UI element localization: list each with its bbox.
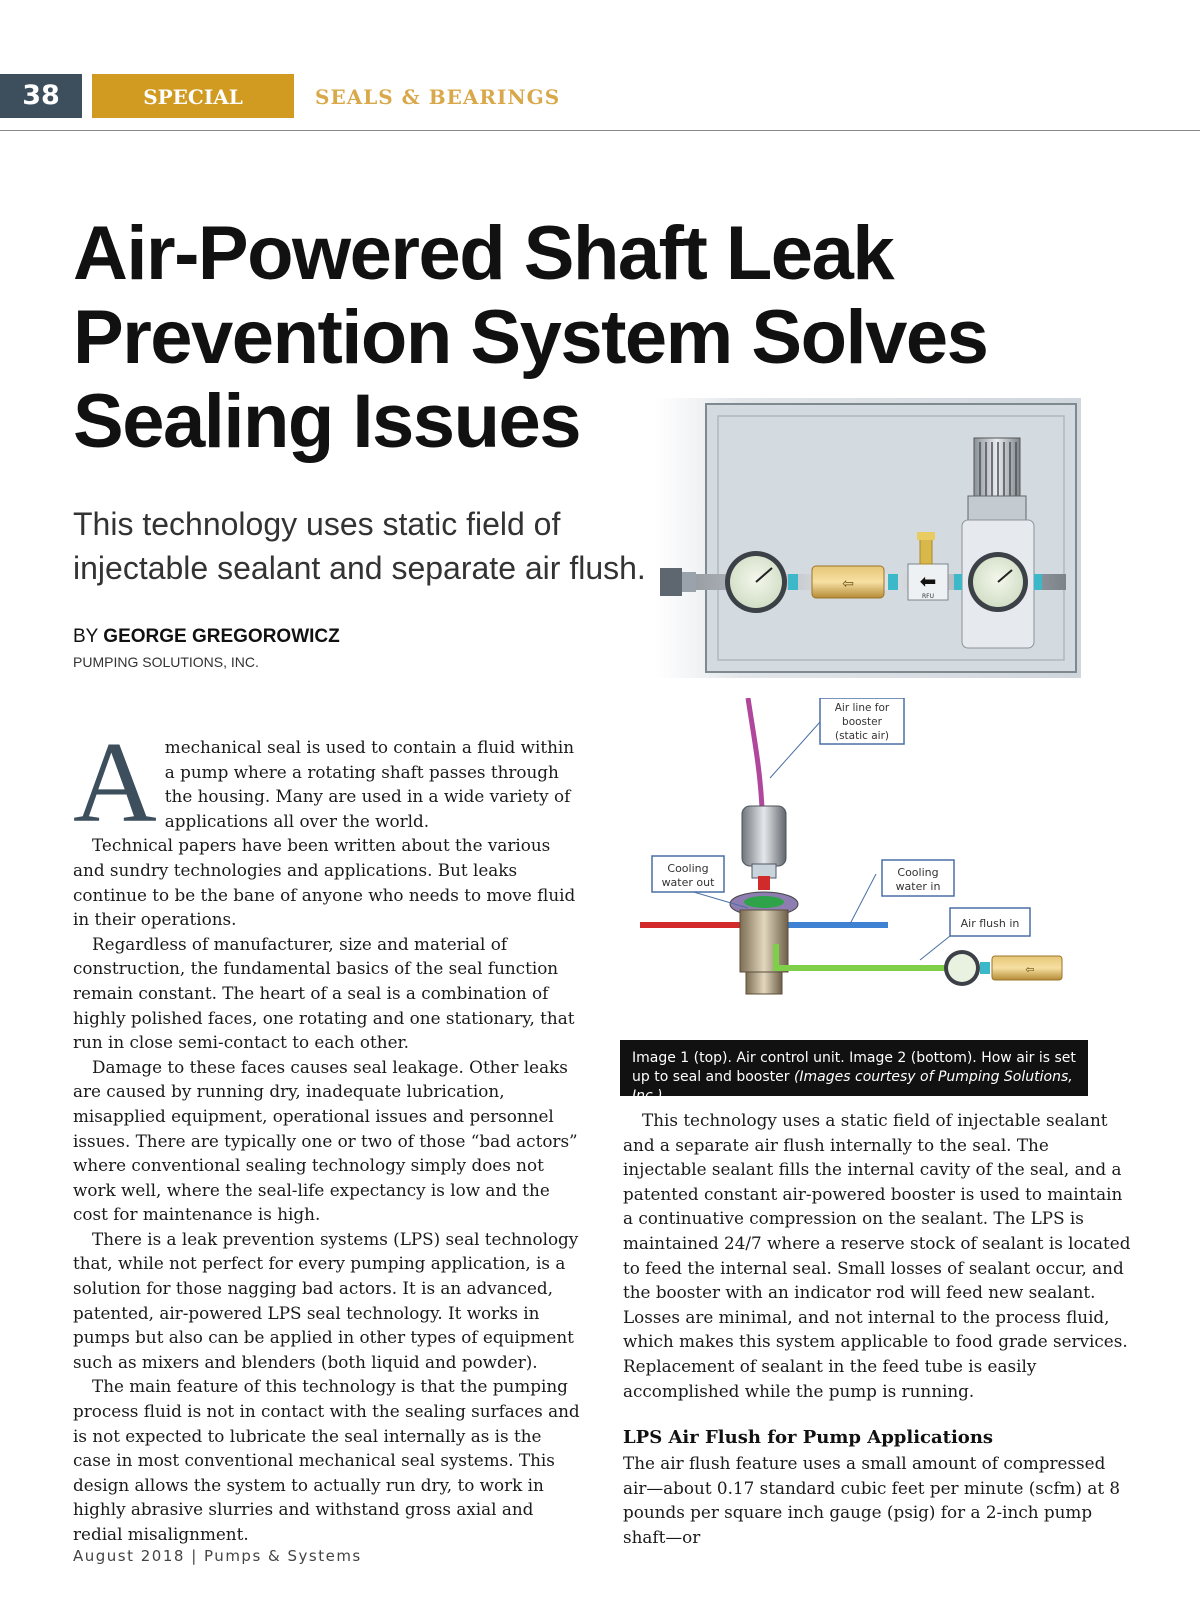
- header-rule: [0, 130, 1200, 131]
- left-column: [73, 719, 583, 1547]
- label-air-flush: Air flush in: [960, 917, 1020, 930]
- label-air-line: Air line for: [834, 702, 890, 714]
- paragraph: This technology uses a static field of injectable sealant and a separate air flush internally to the seal. The injectable sealant fills the internal cavity of the seal, and a patented constant air-powered booster is used to maintain a continuative compression on the sealant. The LPS is maintained 24/7 where a reserve stock of sealant is located to feed the internal seal. Small losses of sealant occur, and the booster with an indicator rod will feed new sealant. Losses are minimal, and not internal to the process fluid, which makes this system applicable to food grade services. Replacement of sealant in the feed tube is easily accomplished while the pump is running.: [623, 1110, 1131, 1401]
- page-number: 38: [0, 74, 82, 118]
- figure-caption: [620, 1040, 1088, 1104]
- paragraph: mechanical seal is used to contain a fluid within a pump where a rotating shaft passes through the housing. Many are used in a wide variety of applications all over the world.: [164, 737, 575, 831]
- paragraph: The main feature of this technology is that the pumping process fluid is not in contact with the sealing surfaces and is not expected to lubricate the seal internally as is the case in most conventional mechanical seal systems. This design allows the system to actually run dry, to work in highly abrasive slurries and withstand gross axial and redial misalignment.: [73, 1376, 580, 1544]
- article-subtitle: This technology uses static field of injectable sealant and separate air flush.: [73, 506, 646, 586]
- rfu-label: RFU: [921, 593, 935, 600]
- svg-text:⬅: ⬅: [919, 569, 937, 593]
- right-column: [623, 1108, 1133, 1550]
- article-title: Air-Powered Shaft Leak Prevention System Solves Sealing Issues: [73, 211, 988, 464]
- section-subhead: LPS Air Flush for Pump Applications: [623, 1427, 994, 1449]
- label-cooling-out: Cooling: [667, 862, 709, 875]
- label-cooling-out-line2: water out: [661, 876, 715, 889]
- author-affiliation: PUMPING SOLUTIONS, INC.: [73, 654, 259, 670]
- drop-cap: A: [73, 719, 157, 847]
- paragraph: The air flush feature uses a small amount of compressed air—about 0.17 standard cubic feet per minute (scfm) at 8 pounds per square inch gauge (psig) for a 2-inch pump shaft—or: [623, 1453, 1121, 1547]
- air-control-unit-figure: [656, 398, 1081, 678]
- seal-booster-diagram: [620, 698, 1085, 1030]
- byline: [73, 626, 340, 648]
- special-section-tab: SPECIAL SECTION: [92, 74, 294, 118]
- label-air-line-booster: booster: [842, 716, 882, 728]
- svg-text:⇦: ⇦: [842, 576, 854, 592]
- page-footer: August 2018 | Pumps & Systems: [73, 1547, 362, 1565]
- byline-prefix: BY: [73, 626, 99, 647]
- label-cooling-in: Cooling: [897, 866, 939, 879]
- section-title: SEALS & BEARINGS: [315, 85, 561, 109]
- paragraph: There is a leak prevention systems (LPS) seal technology that, while not perfect for every pumping application, is a solution for those nagging bad actors. It is an advanced, patented, air-powered LPS seal technology. It works in pumps but also can be applied in other types of equipment such as mixers and blenders (both liquid and powder).: [73, 1228, 579, 1372]
- paragraph: Damage to these faces causes seal leakage. Other leaks are caused by running dry, inadequate lubrication, misapplied equipment, operational issues and personnel issues. There are typically one or two of those “bad actors” where conventional sealing technology simply does not work well, where the seal-life expectancy is low and the cost for maintenance is high.: [73, 1056, 578, 1225]
- paragraph: Regardless of manufacturer, size and material of construction, the fundamental basics of the seal function remain constant. The heart of a seal is a combination of highly polished faces, one rotating and one stationary, that run in close semi-contact to each other.: [73, 933, 575, 1053]
- author-name: GEORGE GREGOROWICZ: [103, 626, 340, 647]
- caption-credit: (Images courtesy of Pumping Solutions, Inc.): [632, 1069, 1073, 1104]
- paragraph: Technical papers have been written about the various and sundry technologies and applications. But leaks continue to be the bane of anyone who needs to move fluid in their operations.: [73, 835, 576, 930]
- label-cooling-in-line2: water in: [895, 880, 941, 893]
- caption-text: Image 1 (top). Air control unit. Image 2 (bottom). How air is set up to seal and booster: [632, 1050, 1076, 1085]
- label-air-line-static: (static air): [834, 730, 890, 742]
- svg-text:⇦: ⇦: [1025, 963, 1035, 976]
